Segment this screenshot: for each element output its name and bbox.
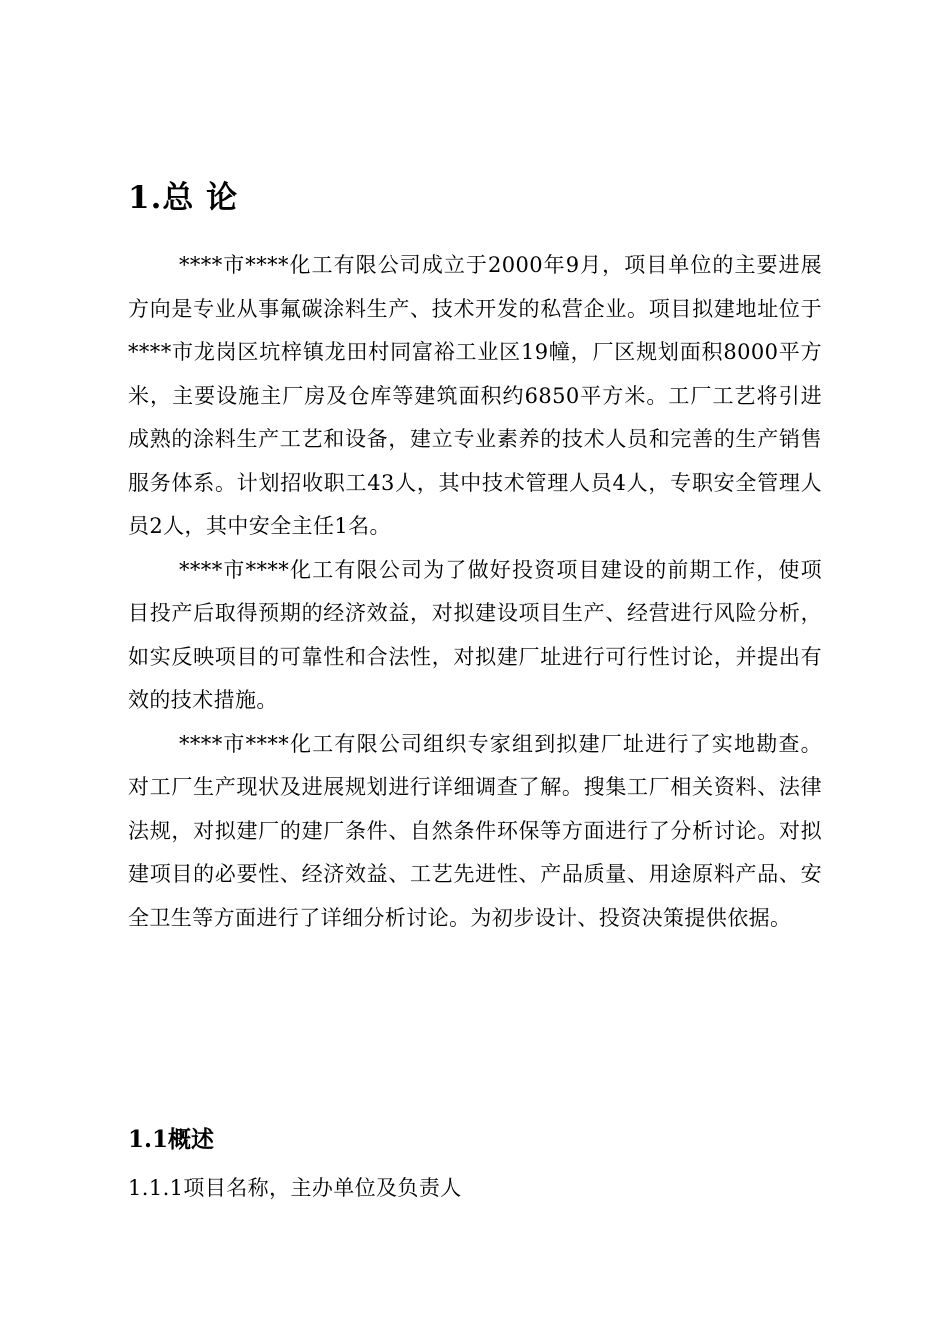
paragraph-expert-survey: ****市****化工有限公司组织专家组到拟建厂址进行了实地勘查。对工厂生产现状及进展规划进行详细调查了解。搜集工厂相关资料、法律法规，对拟建厂的建厂条件、自然条件环保等方面进行了分析讨论。对拟建项目的必要性、经济效益、工艺先进性、产品质量、用途原料产品、安全卫生等方面进行了详细分析讨论。为初步设计、投资决策提供依据。 (128, 731, 822, 930)
section-title: 1.1概述 (128, 1126, 215, 1153)
chapter-title: 1.总 论 (128, 180, 239, 216)
paragraph-company-overview: ****市****化工有限公司成立于2000年9月，项目单位的主要进展方向是专业从事氟碳涂料生产、技术开发的私营企业。项目拟建地址位于****市龙岗区坑梓镇龙田村同富裕工业区19幢，厂区规划面积8000平方米，主要设施主厂房及仓库等建筑面积约6850平方米。工厂工艺将引进成熟的涂料生产工艺和设备，建立专业素养的技术人员和完善的生产销售服务体系。计划招收职工43人，其中技术管理人员4人，专职安全管理人员2人，其中安全主任1名。 (128, 253, 822, 538)
paragraph-preliminary-work: ****市****化工有限公司为了做好投资项目建设的前期工作，使项目投产后取得预期的经济效益，对拟建设项目生产、经营进行风险分析，如实反映项目的可靠性和合法性，对拟建厂址进行可行性讨论，并提出有效的技术措施。 (128, 557, 822, 712)
subsection-title: 1.1.1项目名称，主办单位及负责人 (128, 1176, 462, 1200)
chapter-body (128, 244, 822, 940)
